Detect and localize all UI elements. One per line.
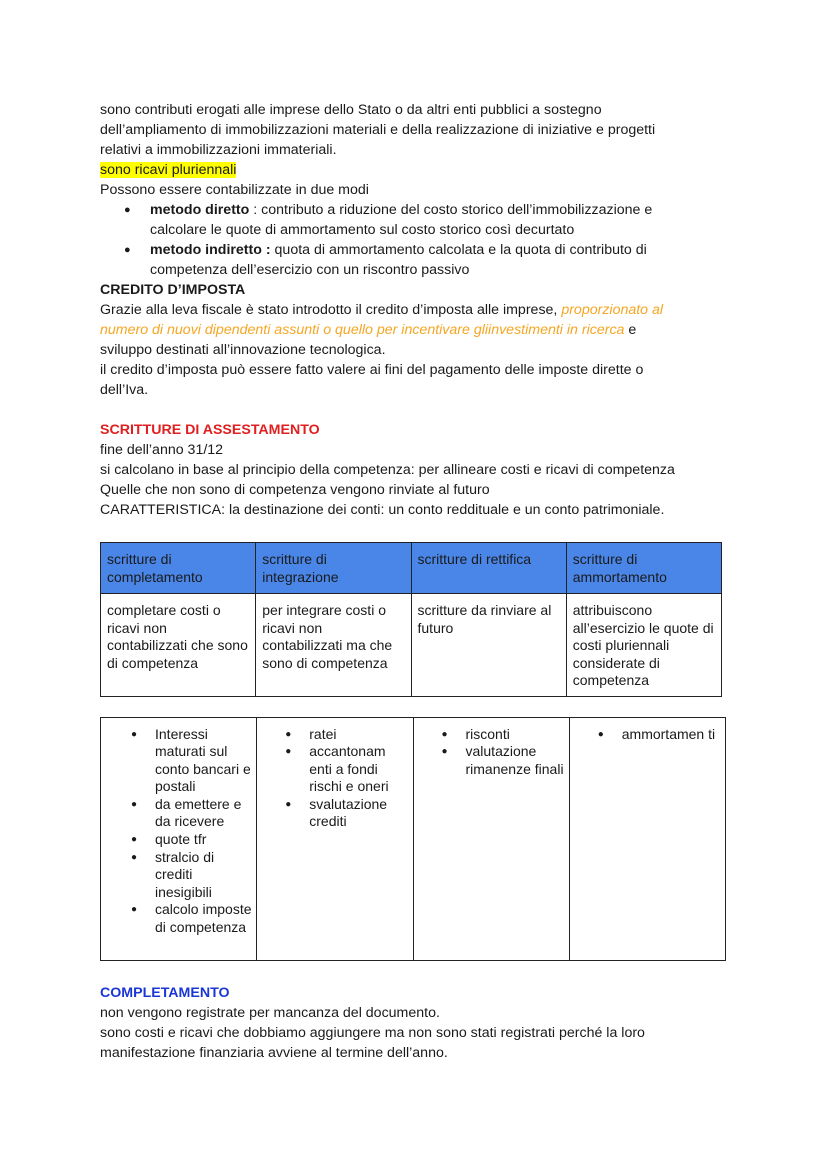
list-item: ● quote tfr xyxy=(155,831,252,849)
methods-list xyxy=(100,200,728,280)
scritture-line: CARATTERISTICA: la destinazione dei conti: un conto reddituale e un conto patrimoniale. xyxy=(100,502,665,518)
method-desc: calcolare le quote di ammortamento sul costo storico così decurtato xyxy=(150,222,575,238)
credito-paragraph: il credito d’imposta può essere fatto valere ai fini del pagamento delle imposte dirette o xyxy=(100,362,644,378)
method-desc: quota di ammortamento calcolata e la quota di contributo di xyxy=(274,242,647,258)
examples-list xyxy=(418,726,565,779)
method-term: metodo indiretto : xyxy=(150,242,271,258)
orange-emphasis: numero di nuovi dipendenti assunti o quello per incentivare gliinvestimenti in ricerca xyxy=(100,322,625,338)
credito-paragraph: numero di nuovi dipendenti assunti o quello per incentivare gliinvestimenti in ricerca e xyxy=(100,322,637,338)
credito-paragraph: sviluppo destinati all’innovazione tecnologica. xyxy=(100,342,386,358)
table-cell: attribuiscono all’esercizio le quote di costi pluriennali considerate di competenza xyxy=(566,594,721,697)
table-header-cell: scritture di ammortamento xyxy=(566,543,721,594)
table-cell xyxy=(101,717,257,960)
list-item: ● metodo diretto : contributo a riduzione del costo storico dell’immobilizzazione e calcolare le quote di ammortamento sul costo storico così decurtato xyxy=(150,200,728,240)
list-item: ● da emettere e da ricevere xyxy=(155,796,252,831)
credito-paragraph: dell’Iva. xyxy=(100,382,149,398)
table-cell: per integrare costi o ricavi non contabilizzati ma che sono di competenza xyxy=(256,594,411,697)
table-cell xyxy=(569,717,725,960)
table-cell: scritture da rinviare al futuro xyxy=(411,594,566,697)
completamento-line: sono costi e ricavi che dobbiamo aggiungere ma non sono stati registrati perché la loro xyxy=(100,1024,645,1041)
highlighted-text: sono ricavi pluriennali xyxy=(100,162,237,178)
intro-line-2: dell’ampliamento di immobilizzazioni materiali e della realizzazione di iniziative e progetti xyxy=(100,122,656,138)
completamento-line: manifestazione finanziaria avviene al termine dell’anno. xyxy=(100,1044,448,1061)
list-item: ● risconti xyxy=(466,726,565,744)
table-cell xyxy=(257,717,413,960)
orange-emphasis: proporzionato al xyxy=(561,302,664,318)
highlight-line xyxy=(100,160,728,180)
scritture-table xyxy=(100,542,722,697)
scritture-line: Quelle che non sono di competenza vengono rinviate al futuro xyxy=(100,482,490,498)
table-row xyxy=(101,717,726,960)
list-item: ● accantonam enti a fondi rischi e oneri xyxy=(309,743,408,796)
table-header-cell: scritture di completamento xyxy=(101,543,256,594)
credito-paragraph: Grazie alla leva fiscale è stato introdotto il credito d’imposta alle imprese, proporzionato al xyxy=(100,302,664,318)
list-item xyxy=(150,240,728,280)
list-item: ● stralcio di crediti inesigibili xyxy=(155,849,252,902)
intro-line-1: sono contributi erogati alle imprese dello Stato o da altri enti pubblici a sostegno xyxy=(100,102,602,118)
examples-list xyxy=(105,726,252,937)
examples-table xyxy=(100,717,726,961)
examples-list xyxy=(574,726,721,744)
list-item: ● Interessi maturati sul conto bancari e postali xyxy=(155,726,252,796)
section-heading-credito: CREDITO D’IMPOSTA xyxy=(100,282,246,298)
completamento-line: non vengono registrate per mancanza del documento. xyxy=(100,1004,440,1021)
list-item: ● valutazione rimanenze finali xyxy=(466,743,565,778)
table-header-row xyxy=(101,543,722,594)
table-header-cell: scritture di rettifica xyxy=(411,543,566,594)
method-desc: competenza dell’esercizio con un riscontro passivo xyxy=(150,262,470,278)
list-item: ● calcolo imposte di competenza xyxy=(155,901,252,936)
list-item: ● svalutazione crediti xyxy=(309,796,408,831)
list-item: ● ratei xyxy=(309,726,408,744)
modes-line: Possono essere contabilizzate in due modi xyxy=(100,182,369,198)
method-desc: contributo a riduzione del costo storico dell’immobilizzazione e xyxy=(261,202,653,218)
table-header-cell: scritture di integrazione xyxy=(256,543,411,594)
table-row xyxy=(101,594,722,697)
intro-line-3: relativi a immobilizzazioni immateriali. xyxy=(100,142,337,158)
examples-list xyxy=(261,726,408,832)
section-heading-completamento: COMPLETAMENTO xyxy=(100,984,230,1001)
table-cell xyxy=(413,717,569,960)
scritture-line: fine dell’anno 31/12 xyxy=(100,442,224,458)
scritture-line: si calcolano in base al principio della competenza: per allineare costi e ricavi di competenza xyxy=(100,462,675,478)
section-heading-scritture: SCRITTURE DI ASSESTAMENTO xyxy=(100,422,320,438)
list-item: ● ammortamen ti xyxy=(622,726,721,744)
method-term: metodo diretto xyxy=(150,202,250,218)
table-cell: completare costi o ricavi non contabilizzati che sono di competenza xyxy=(101,594,256,697)
document-page xyxy=(100,100,728,1063)
